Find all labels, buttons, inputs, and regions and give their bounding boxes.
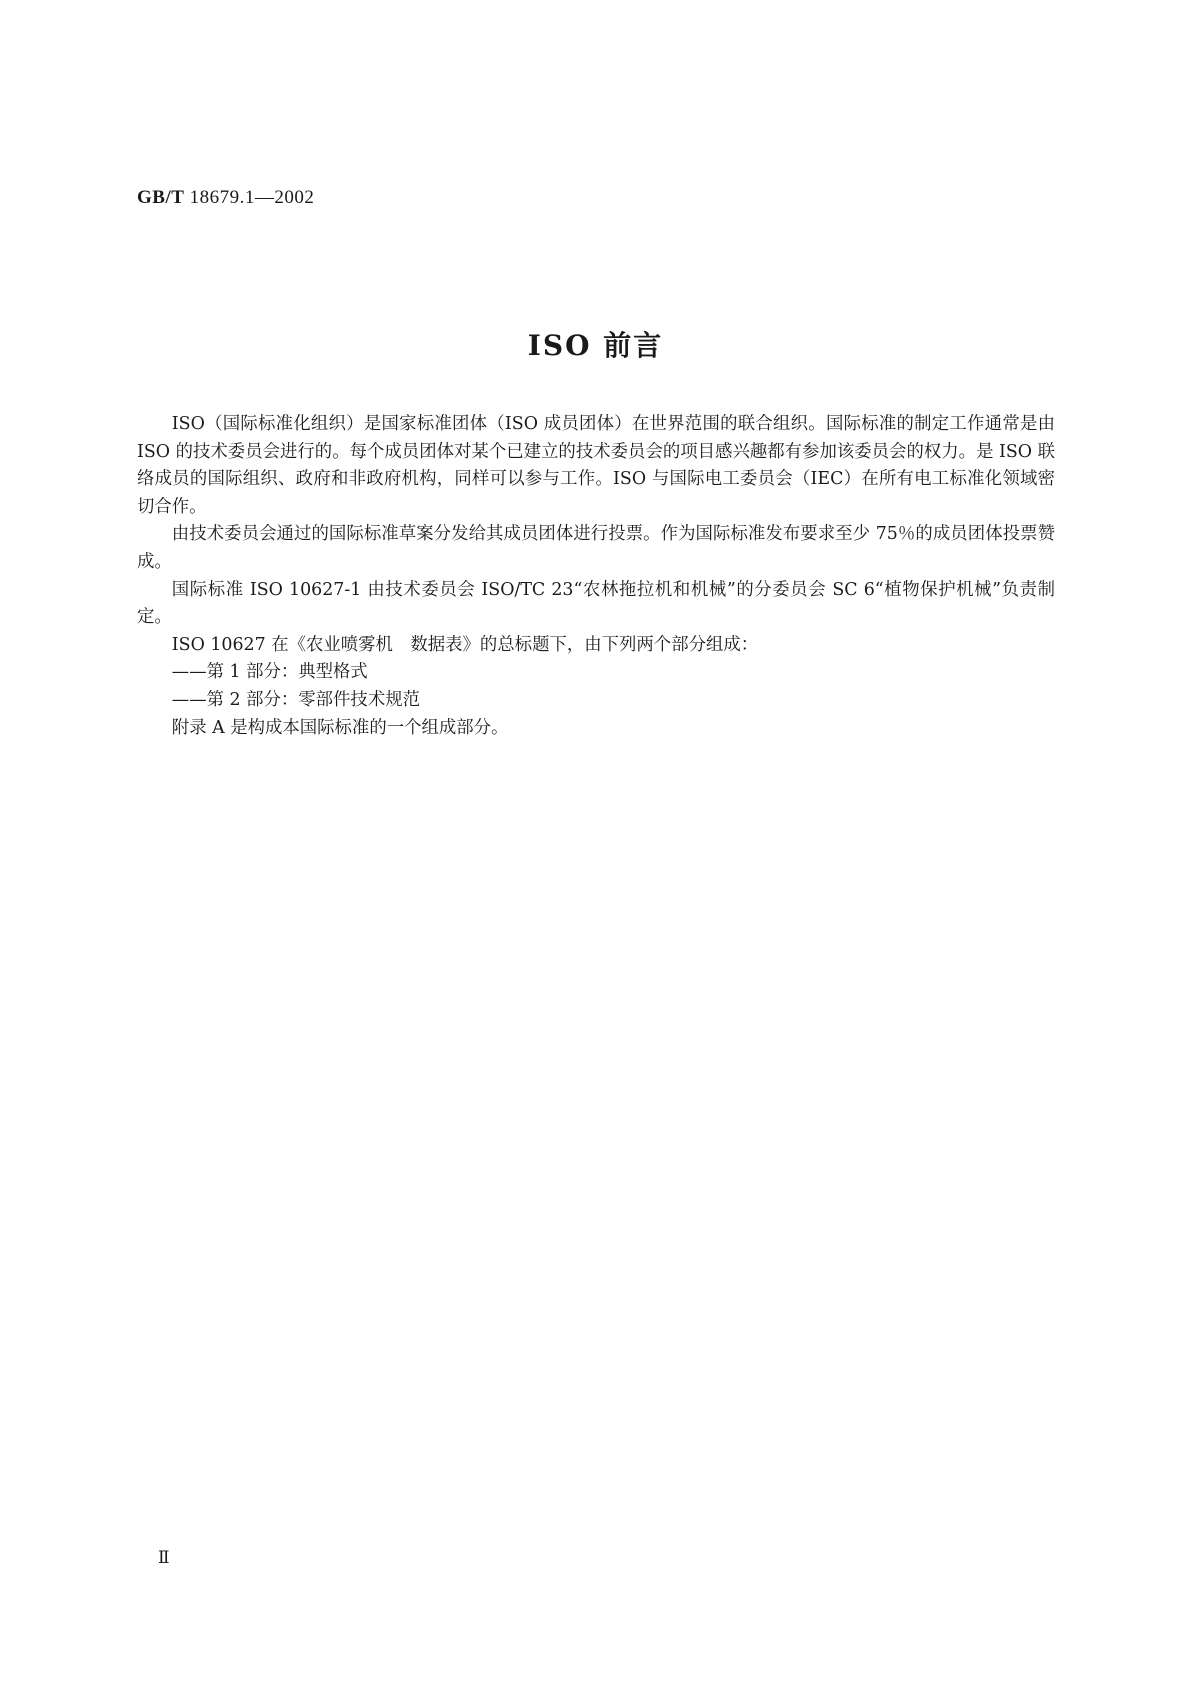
paragraph-parts-intro: ISO 10627 在《农业喷雾机 数据表》的总标题下，由下列两个部分组成：: [171, 634, 759, 655]
paragraph-iso-intro: ISO（国际标准化组织）是国家标准团体（ISO 成员团体）在世界范围的联合组织。国际标准的制定工作通常是由 ISO 的技术委员会进行的。每个成员团体对某个已建立的技术委员会的项目感兴趣都有参加该委员会的权力。是 ISO 联络成员的国际组织、政府和非政府机构，同样可以参与工作。ISO 与国际电工委员会（IEC）在所有电工标准化领域密切合作。: [137, 414, 1055, 517]
foreword-body: [137, 411, 1055, 742]
paragraph-voting: 由技术委员会通过的国际标准草案分发给其成员团体进行投票。作为国际标准发布要求至少 75％的成员团体投票赞成。: [137, 524, 1055, 572]
paragraph-committee: 国际标准 ISO 10627-1 由技术委员会 ISO/TC 23“农林拖拉机和机械”的分委员会 SC 6“植物保护机械”负责制定。: [137, 579, 1055, 628]
list-item-part-1: ——第 1 部分：典型格式: [171, 662, 368, 683]
standard-prefix: GB/T: [137, 187, 185, 208]
paragraph-annex: 附录 A 是构成本国际标准的一个组成部分。: [171, 717, 509, 738]
standard-number: [137, 187, 314, 209]
standard-code: 18679.1—2002: [189, 187, 315, 208]
list-item-part-2: ——第 2 部分：零部件技术规范: [171, 689, 420, 710]
page-number: Ⅱ: [158, 1548, 170, 1567]
page-title: ISO 前言: [527, 329, 664, 362]
